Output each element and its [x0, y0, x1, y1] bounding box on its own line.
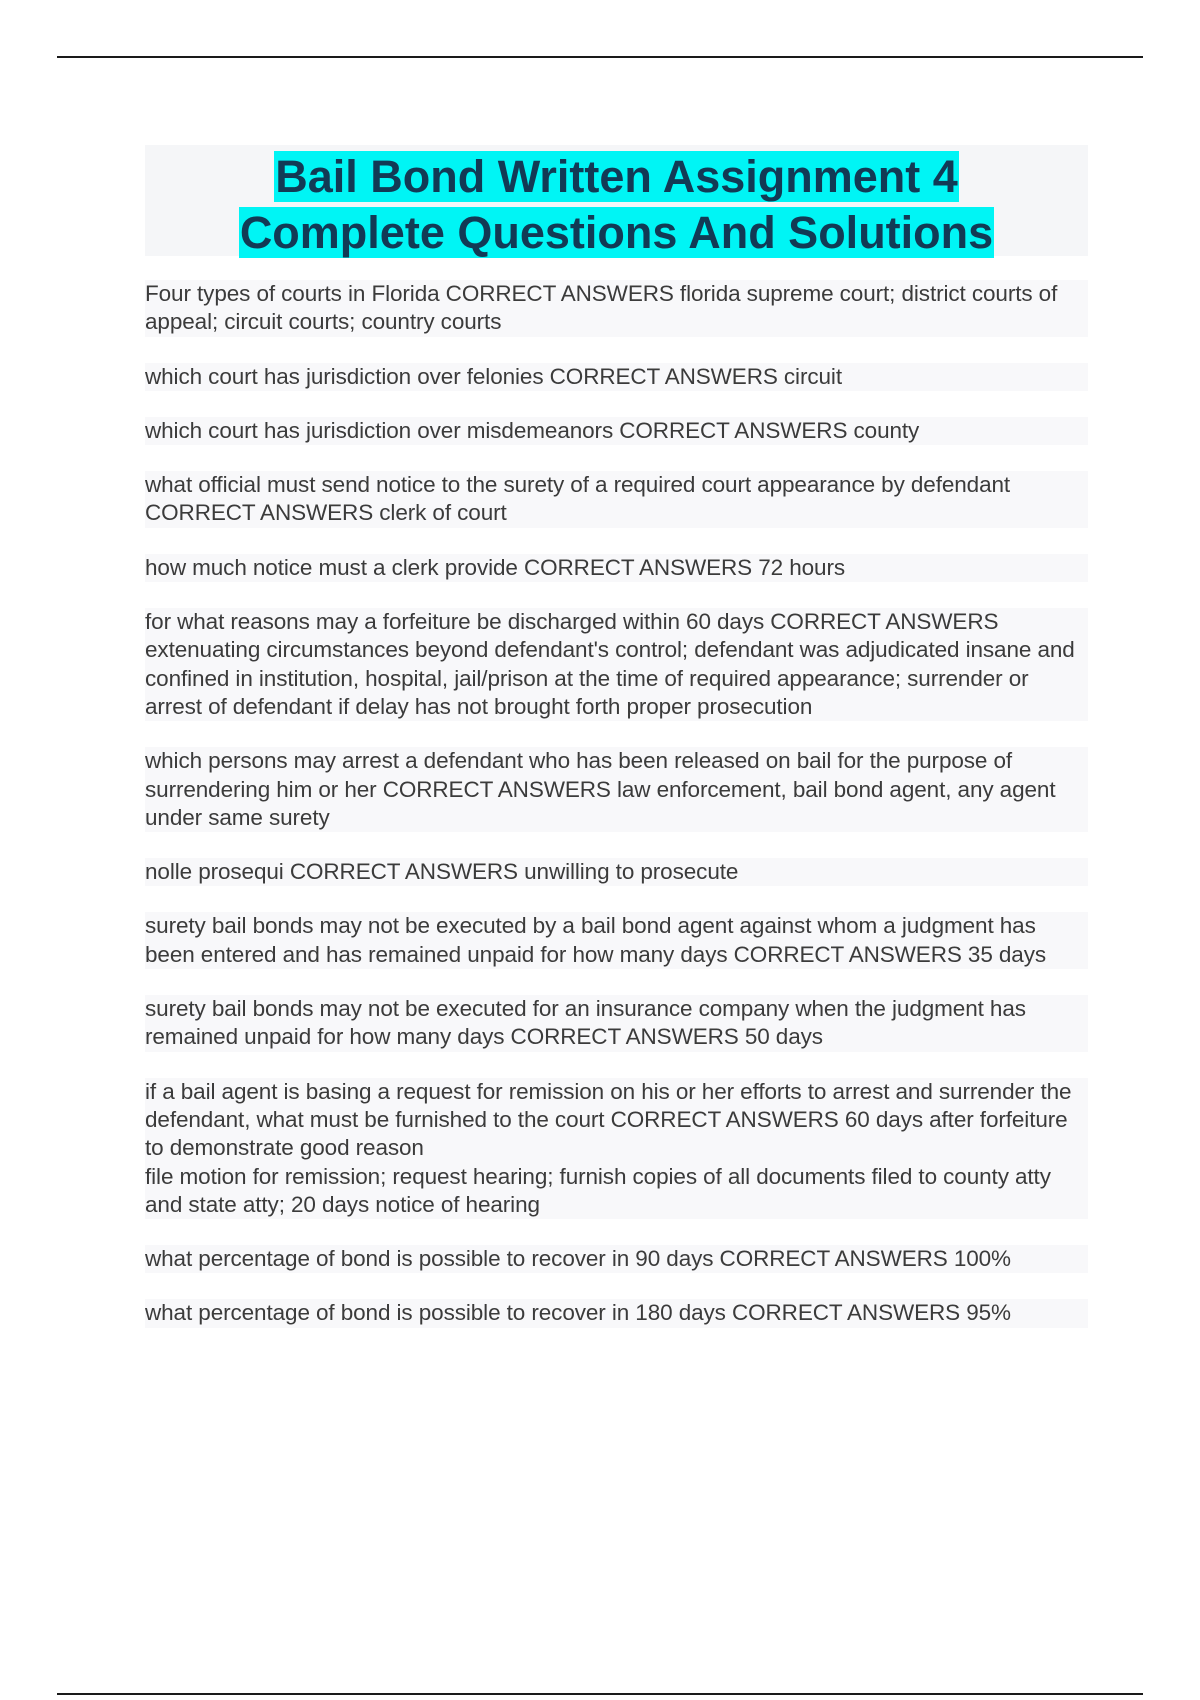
qa-entry: nolle prosequi CORRECT ANSWERS unwilling to prosecute [145, 858, 1088, 886]
qa-entry: which court has jurisdiction over felonies CORRECT ANSWERS circuit [145, 363, 1088, 391]
qa-entry: Four types of courts in Florida CORRECT ANSWERS florida supreme court; district courts of appeal; circuit courts; country courts [145, 280, 1088, 337]
qa-entry: surety bail bonds may not be executed by a bail bond agent against whom a judgment has been entered and has remained unpaid for how many days CORRECT ANSWERS 35 days [145, 912, 1088, 969]
title-line-2: Complete Questions And Solutions [239, 207, 994, 258]
qa-entry: what official must send notice to the surety of a required court appearance by defendant CORRECT ANSWERS clerk of court [145, 471, 1088, 528]
document-title [145, 145, 1088, 256]
qa-entry: if a bail agent is basing a request for remission on his or her efforts to arrest and surrender the defendant, what must be furnished to the court CORRECT ANSWERS 60 days after forfeiture to demonstrate good reason file motion for remission; request hearing; furnish copies of all documents filed to county atty and state atty; 20 days notice of hearing [145, 1078, 1088, 1219]
qa-entry: how much notice must a clerk provide CORRECT ANSWERS 72 hours [145, 554, 1088, 582]
qa-entry: for what reasons may a forfeiture be discharged within 60 days CORRECT ANSWERS extenuating circumstances beyond defendant's control; defendant was adjudicated insane and confined in institution, hospital, jail/prison at the time of required appearance; surrender or arrest of defendant if delay has not brought forth proper prosecution [145, 608, 1088, 721]
title-line-1: Bail Bond Written Assignment 4 [275, 151, 958, 202]
qa-list [145, 280, 1088, 1328]
qa-entry: which court has jurisdiction over misdemeanors CORRECT ANSWERS county [145, 417, 1088, 445]
qa-entry: what percentage of bond is possible to recover in 90 days CORRECT ANSWERS 100% [145, 1245, 1088, 1273]
qa-entry: which persons may arrest a defendant who has been released on bail for the purpose of surrendering him or her CORRECT ANSWERS law enforcement, bail bond agent, any agent under same surety [145, 747, 1088, 832]
qa-entry: what percentage of bond is possible to recover in 180 days CORRECT ANSWERS 95% [145, 1299, 1088, 1327]
page-bottom-rule [57, 1693, 1143, 1695]
document-body [145, 145, 1088, 1354]
qa-entry: surety bail bonds may not be executed for an insurance company when the judgment has remained unpaid for how many days CORRECT ANSWERS 50 days [145, 995, 1088, 1052]
page-top-rule [57, 56, 1143, 58]
